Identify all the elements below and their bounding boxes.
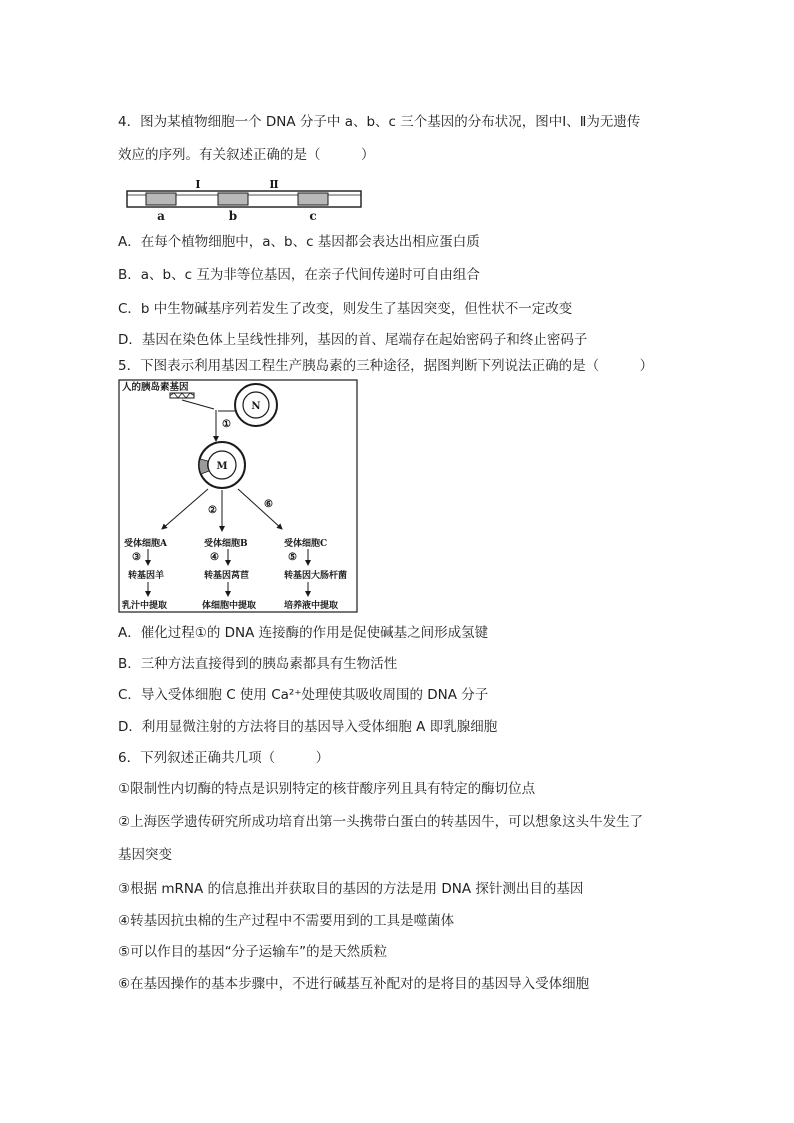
q6-item-6: ⑥在基因操作的基本步骤中，不进行碱基互补配对的是将目的基因导入受体细胞 <box>118 976 590 992</box>
q4-option-c: C．b 中生物碱基序列若发生了改变，则发生了基因突变，但性状不一定改变 <box>118 301 573 317</box>
q6-item-4: ④转基因抗虫棉的生产过程中不需要用到的工具是噬菌体 <box>118 913 455 929</box>
recombinant-label: M <box>216 461 228 472</box>
region-label-2: Ⅱ <box>269 178 279 191</box>
step-label-2: ② <box>208 505 217 516</box>
q6-item-5: ⑤可以作目的基因“分子运输车”的是天然质粒 <box>118 944 388 960</box>
recipient-a-label: 受体细胞A <box>124 539 167 549</box>
region-label-1: Ⅰ <box>195 178 201 191</box>
inserted-gene-mark <box>199 459 209 474</box>
q4-option-b: B．a、b、c 互为非等位基因，在亲子代间传递时可自由组合 <box>118 267 480 283</box>
q5-stem: 5．下图表示利用基因工程生产胰岛素的三种途径，据图判断下列说法正确的是（ ） <box>118 358 654 374</box>
q5-option-c: C．导入受体细胞 C 使用 Ca²⁺处理使其吸收周围的 DNA 分子 <box>118 687 489 703</box>
insulin-gene-icon <box>170 393 194 398</box>
q5-option-d: D．利用显微注射的方法将目的基因导入受体细胞 A 即乳腺细胞 <box>118 719 498 735</box>
q6-item-1: ①限制性内切酶的特点是识别特定的核苷酸序列且具有特定的酶切位点 <box>118 781 536 797</box>
q4-stem-line2: 效应的序列。有关叙述正确的是（ ） <box>118 147 375 163</box>
q4-stem-line1: 4．图为某植物细胞一个 DNA 分子中 a、b、c 三个基因的分布状况，图中Ⅰ、Ⅱ为无遗传 <box>118 114 641 130</box>
gene-label: 人的胰岛素基因 <box>122 382 189 393</box>
gene-a-segment <box>146 193 176 205</box>
extraction-a-label: 乳汁中提取 <box>122 601 168 611</box>
step-label-4: ④ <box>210 552 219 563</box>
q5-option-b: B．三种方法直接得到的胰岛素都具有生物活性 <box>118 656 398 672</box>
extraction-b-label: 体细胞中提取 <box>202 601 257 611</box>
product-c-label: 转基因大肠杆菌 <box>284 571 348 581</box>
step-label-5: ⑤ <box>288 552 297 563</box>
product-a-label: 转基因羊 <box>128 571 165 581</box>
q4-option-a: A．在每个植物细胞中，a、b、c 基因都会表达出相应蛋白质 <box>118 234 480 250</box>
q4-option-d: D．基因在染色体上呈线性排列，基因的首、尾端存在起始密码子和终止密码子 <box>118 332 588 348</box>
dna-gene-diagram <box>126 176 362 222</box>
recipient-c-label: 受体细胞C <box>284 539 328 549</box>
gene-label-a: a <box>157 209 165 222</box>
recipient-b-label: 受体细胞B <box>204 539 248 549</box>
step-label-3: ③ <box>132 552 141 563</box>
product-b-label: 转基因莴苣 <box>204 571 250 581</box>
gene-c-segment <box>298 193 328 205</box>
gene-b-segment <box>218 193 248 205</box>
gene-label-c: c <box>309 209 317 222</box>
plasmid-label: N <box>251 401 261 412</box>
step-label-6: ⑥ <box>264 499 273 510</box>
extraction-c-label: 培养液中提取 <box>284 601 339 611</box>
q6-item-2-continued: 基因突变 <box>118 847 172 863</box>
gene-label-b: b <box>228 209 238 222</box>
step-label-1: ① <box>222 419 231 430</box>
q6-stem: 6．下列叙述正确共几项（ ） <box>118 750 330 766</box>
insulin-production-diagram <box>118 379 358 613</box>
q6-item-2: ②上海医学遗传研究所成功培育出第一头携带白蛋白的转基因牛，可以想象这头牛发生了 <box>118 814 644 830</box>
q5-option-a: A．催化过程①的 DNA 连接酶的作用是促使碱基之间形成氢键 <box>118 625 489 641</box>
q6-item-3: ③根据 mRNA 的信息推出并获取目的基因的方法是用 DNA 探针测出目的基因 <box>118 881 584 897</box>
